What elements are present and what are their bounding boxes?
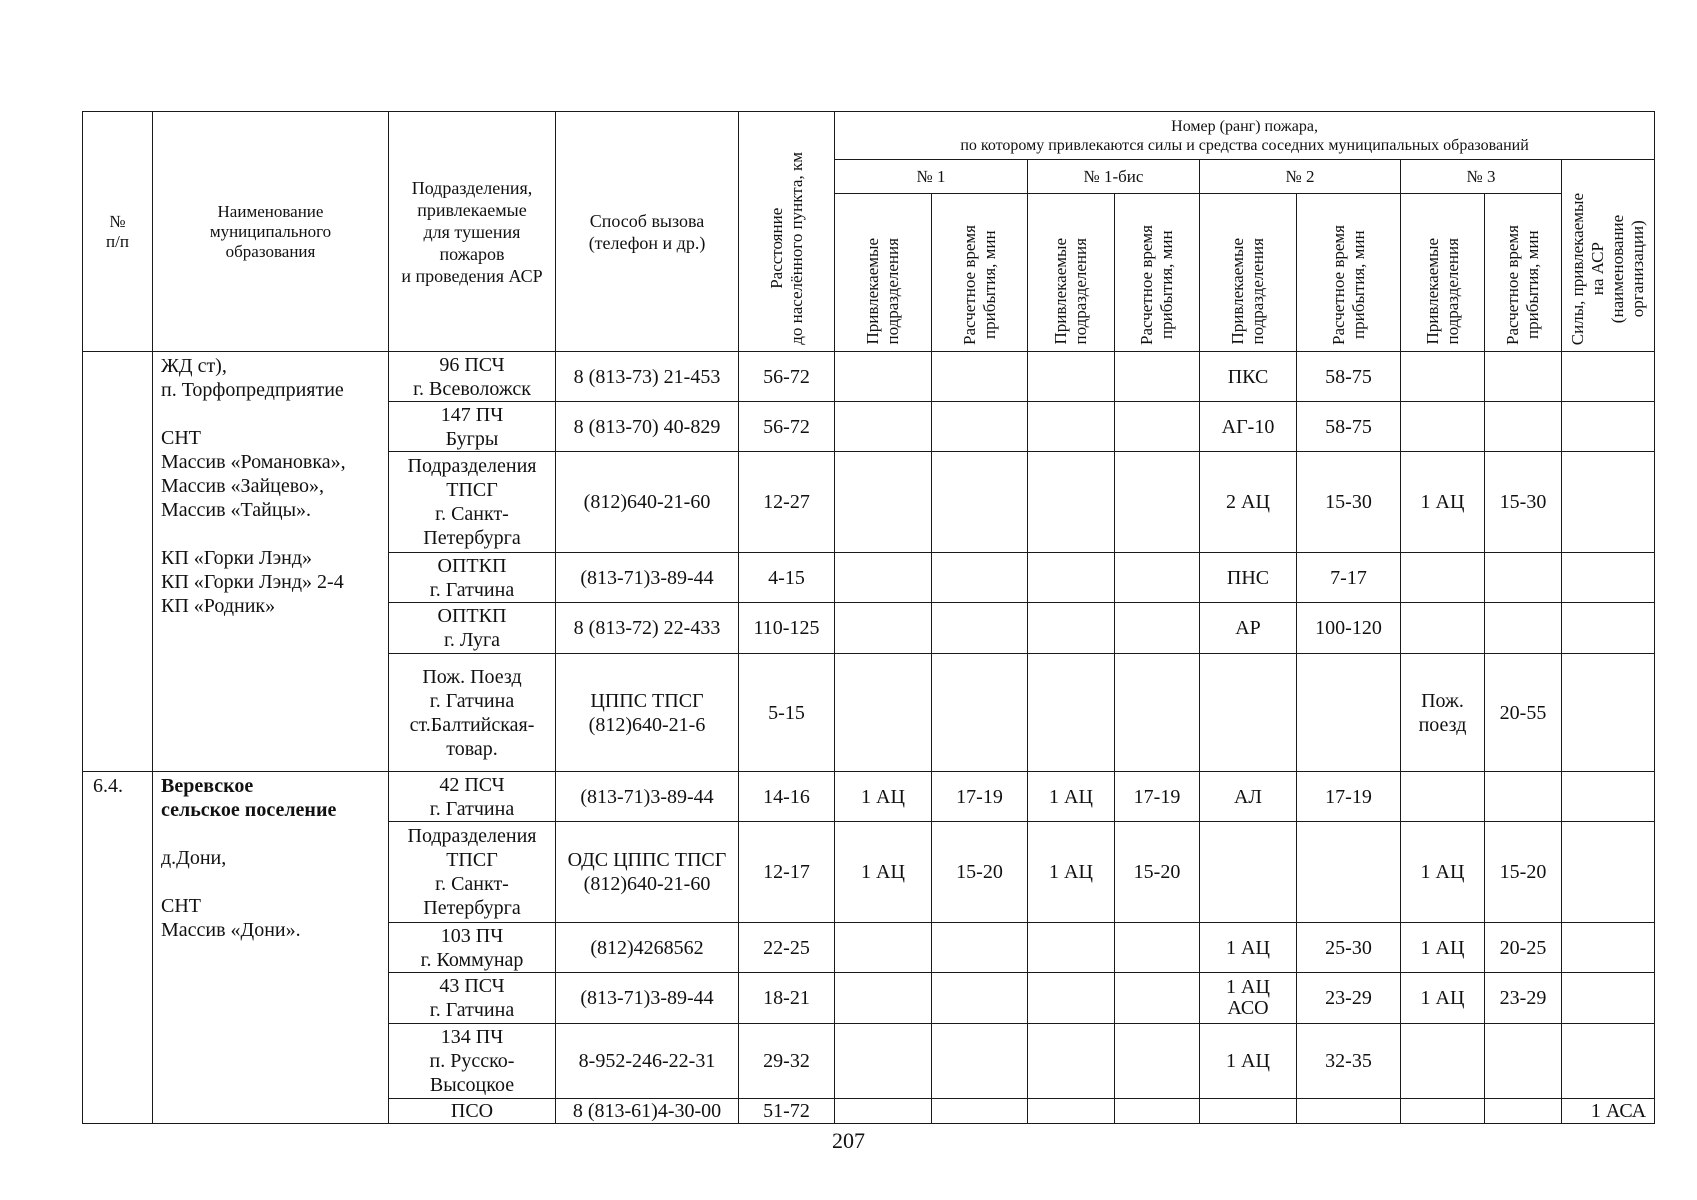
call-cell: 8 (813-72) 22-433	[556, 603, 739, 654]
r1-units-cell	[835, 1024, 932, 1099]
r1-time-cell	[932, 654, 1028, 772]
r1bis-units-cell	[1028, 1024, 1115, 1099]
r2-units-cell	[1200, 822, 1297, 923]
r3-time-cell: 23-29	[1485, 973, 1562, 1024]
r1-time-cell	[932, 973, 1028, 1024]
asr-cell	[1562, 973, 1655, 1024]
distance-cell: 12-17	[739, 822, 835, 923]
r3-units-cell: 1 АЦ	[1401, 822, 1485, 923]
asr-cell	[1562, 1024, 1655, 1099]
r1-units-cell	[835, 553, 932, 603]
r2-time-cell	[1297, 822, 1401, 923]
r1-time-cell	[932, 352, 1028, 402]
r3-time-cell	[1485, 1024, 1562, 1099]
r3-units-cell	[1401, 553, 1485, 603]
r1bis-units-cell	[1028, 553, 1115, 603]
table-row	[83, 772, 1655, 822]
asr-cell	[1562, 452, 1655, 553]
distance-cell: 5-15	[739, 654, 835, 772]
asr-cell	[1562, 603, 1655, 654]
header-r3-units: Привлекаемые подразделения	[1401, 194, 1485, 352]
r2-units-cell	[1200, 654, 1297, 772]
r2-time-cell: 17-19	[1297, 772, 1401, 822]
r1-time-cell	[932, 553, 1028, 603]
r2-time-cell: 58-75	[1297, 402, 1401, 452]
r1-units-cell: 1 АЦ	[835, 772, 932, 822]
r1-time-cell: 17-19	[932, 772, 1028, 822]
asr-cell	[1562, 654, 1655, 772]
r1-units-cell	[835, 402, 932, 452]
header-asr-forces: Силы, привлекаемые на АСР (наименование организации)	[1562, 160, 1655, 352]
r2-units-cell: 1 АЦ	[1200, 923, 1297, 973]
distance-cell: 56-72	[739, 352, 835, 402]
r1bis-units-cell	[1028, 402, 1115, 452]
r1bis-time-cell	[1115, 1099, 1200, 1124]
distance-cell: 4-15	[739, 553, 835, 603]
header-rank-2: № 2	[1200, 160, 1401, 194]
r2-time-cell: 58-75	[1297, 352, 1401, 402]
r2-time-cell: 32-35	[1297, 1024, 1401, 1099]
header-r1bis-units: Привлекаемые подразделения	[1028, 194, 1115, 352]
unit-cell: 147 ПЧ Бугры	[389, 402, 556, 452]
header-call-method: Способ вызова (телефон и др.)	[556, 112, 739, 352]
header-r3-time: Расчетное время прибытия, мин	[1485, 194, 1562, 352]
r1-time-cell	[932, 1024, 1028, 1099]
r2-units-cell: 2 АЦ	[1200, 452, 1297, 553]
r3-time-cell	[1485, 603, 1562, 654]
header-r1bis-time: Расчетное время прибытия, мин	[1115, 194, 1200, 352]
asr-cell	[1562, 553, 1655, 603]
header-rank-3: № 3	[1401, 160, 1562, 194]
r2-units-cell: АГ-10	[1200, 402, 1297, 452]
header-r1-time: Расчетное время прибытия, мин	[932, 194, 1028, 352]
call-cell: ЦППС ТПСГ (812)640-21-6	[556, 654, 739, 772]
call-cell: 8-952-246-22-31	[556, 1024, 739, 1099]
r2-units-cell: АР	[1200, 603, 1297, 654]
distance-cell: 18-21	[739, 973, 835, 1024]
header-r2-units: Привлекаемые подразделения	[1200, 194, 1297, 352]
r3-time-cell: 15-30	[1485, 452, 1562, 553]
r1bis-units-cell	[1028, 1099, 1115, 1124]
r1-time-cell	[932, 402, 1028, 452]
table-row	[83, 352, 1655, 402]
r1bis-units-cell: 1 АЦ	[1028, 772, 1115, 822]
r2-time-cell	[1297, 1099, 1401, 1124]
r1bis-time-cell	[1115, 352, 1200, 402]
r3-time-cell	[1485, 402, 1562, 452]
r1bis-units-cell: 1 АЦ	[1028, 822, 1115, 923]
unit-cell: ПСО	[389, 1099, 556, 1124]
r1bis-time-cell	[1115, 923, 1200, 973]
municipality-title: Веревское сельское поселение	[161, 775, 337, 821]
r1-units-cell	[835, 973, 932, 1024]
r2-units-cell: АЛ	[1200, 772, 1297, 822]
r1-time-cell	[932, 923, 1028, 973]
header-units: Подразделения, привлекаемые для тушения пожаров и проведения АСР	[389, 112, 556, 352]
header-rank-1: № 1	[835, 160, 1028, 194]
r3-units-cell	[1401, 1024, 1485, 1099]
header-name: Наименование муниципального образования	[153, 112, 389, 352]
r3-time-cell	[1485, 772, 1562, 822]
r1bis-time-cell: 17-19	[1115, 772, 1200, 822]
unit-cell: Подразделения ТПСГ г. Санкт- Петербурга	[389, 822, 556, 923]
r3-time-cell	[1485, 352, 1562, 402]
distance-cell: 29-32	[739, 1024, 835, 1099]
call-cell: ОДС ЦППС ТПСГ (812)640-21-60	[556, 822, 739, 923]
unit-cell: 134 ПЧ п. Русско- Высоцкое	[389, 1024, 556, 1099]
header-num: № п/п	[83, 112, 153, 352]
r1-units-cell: 1 АЦ	[835, 822, 932, 923]
call-cell: (812)4268562	[556, 923, 739, 973]
distance-cell: 51-72	[739, 1099, 835, 1124]
r3-time-cell: 15-20	[1485, 822, 1562, 923]
call-cell: 8 (813-73) 21-453	[556, 352, 739, 402]
r2-units-cell: 1 АЦ АСО	[1200, 973, 1297, 1024]
r1bis-time-cell	[1115, 553, 1200, 603]
header-rank-title: Номер (ранг) пожара, по которому привлекаются силы и средства соседних муниципальных образований	[835, 112, 1655, 160]
fire-forces-table	[82, 111, 1655, 1124]
distance-cell: 110-125	[739, 603, 835, 654]
r1-units-cell	[835, 603, 932, 654]
municipality-name	[153, 772, 389, 1124]
r1bis-time-cell	[1115, 654, 1200, 772]
call-cell: (813-71)3-89-44	[556, 973, 739, 1024]
r1bis-units-cell	[1028, 654, 1115, 772]
r2-units-cell: ПНС	[1200, 553, 1297, 603]
asr-cell	[1562, 822, 1655, 923]
unit-cell: ОПТКП г. Луга	[389, 603, 556, 654]
call-cell: (813-71)3-89-44	[556, 553, 739, 603]
distance-cell: 22-25	[739, 923, 835, 973]
unit-cell: 103 ПЧ г. Коммунар	[389, 923, 556, 973]
r1-time-cell: 15-20	[932, 822, 1028, 923]
r2-time-cell: 15-30	[1297, 452, 1401, 553]
r3-units-cell	[1401, 402, 1485, 452]
r1bis-time-cell	[1115, 402, 1200, 452]
r3-units-cell: 1 АЦ	[1401, 973, 1485, 1024]
distance-cell: 14-16	[739, 772, 835, 822]
r2-time-cell: 7-17	[1297, 553, 1401, 603]
r1bis-units-cell	[1028, 923, 1115, 973]
unit-cell: Подразделения ТПСГ г. Санкт- Петербурга	[389, 452, 556, 553]
municipality-settlements: д.Дони, СНТ Массив «Дони».	[161, 847, 301, 941]
r1bis-time-cell	[1115, 1024, 1200, 1099]
unit-cell: ОПТКП г. Гатчина	[389, 553, 556, 603]
r2-time-cell: 100-120	[1297, 603, 1401, 654]
r2-units-cell	[1200, 1099, 1297, 1124]
header-r1-units: Привлекаемые подразделения	[835, 194, 932, 352]
r3-units-cell	[1401, 772, 1485, 822]
call-cell: 8 (813-61)4-30-00	[556, 1099, 739, 1124]
r1-time-cell	[932, 603, 1028, 654]
header-distance: Расстояние до населённого пункта, км	[739, 112, 835, 352]
unit-cell: 42 ПСЧ г. Гатчина	[389, 772, 556, 822]
r1bis-units-cell	[1028, 452, 1115, 553]
row-num	[83, 352, 153, 772]
unit-cell: 43 ПСЧ г. Гатчина	[389, 973, 556, 1024]
unit-cell: Пож. Поезд г. Гатчина ст.Балтийская- товар.	[389, 654, 556, 772]
r1-time-cell	[932, 1099, 1028, 1124]
r1-units-cell	[835, 452, 932, 553]
asr-cell	[1562, 402, 1655, 452]
distance-cell: 12-27	[739, 452, 835, 553]
header-rank-1bis: № 1-бис	[1028, 160, 1200, 194]
r1bis-time-cell: 15-20	[1115, 822, 1200, 923]
r3-units-cell: Пож. поезд	[1401, 654, 1485, 772]
r1bis-time-cell	[1115, 973, 1200, 1024]
r3-time-cell	[1485, 553, 1562, 603]
r2-time-cell: 23-29	[1297, 973, 1401, 1024]
r2-units-cell: 1 АЦ	[1200, 1024, 1297, 1099]
unit-cell: 96 ПСЧ г. Всеволожск	[389, 352, 556, 402]
r1-time-cell	[932, 452, 1028, 553]
r2-units-cell: ПКС	[1200, 352, 1297, 402]
r2-time-cell: 25-30	[1297, 923, 1401, 973]
municipality-name: ЖД ст), п. Торфопредприятие СНТ Массив «Романовка», Массив «Зайцево», Массив «Тайцы». КП «Горки Лэнд» КП «Горки Лэнд» 2-4 КП «Родник»	[153, 352, 389, 772]
asr-cell	[1562, 352, 1655, 402]
distance-cell: 56-72	[739, 402, 835, 452]
page-number: 207	[832, 1128, 865, 1153]
r1bis-units-cell	[1028, 352, 1115, 402]
r1-units-cell	[835, 654, 932, 772]
r3-units-cell: 1 АЦ	[1401, 452, 1485, 553]
r3-time-cell	[1485, 1099, 1562, 1124]
r1bis-units-cell	[1028, 603, 1115, 654]
r3-time-cell: 20-25	[1485, 923, 1562, 973]
asr-cell	[1562, 772, 1655, 822]
asr-cell	[1562, 923, 1655, 973]
call-cell: (813-71)3-89-44	[556, 772, 739, 822]
r2-time-cell	[1297, 654, 1401, 772]
r1-units-cell	[835, 352, 932, 402]
r3-units-cell: 1 АЦ	[1401, 923, 1485, 973]
call-cell: 8 (813-70) 40-829	[556, 402, 739, 452]
r1-units-cell	[835, 1099, 932, 1124]
r1bis-time-cell	[1115, 603, 1200, 654]
r3-units-cell	[1401, 603, 1485, 654]
row-num: 6.4.	[83, 772, 153, 1124]
r3-time-cell: 20-55	[1485, 654, 1562, 772]
r1bis-units-cell	[1028, 973, 1115, 1024]
r1-units-cell	[835, 923, 932, 973]
r3-units-cell	[1401, 1099, 1485, 1124]
call-cell: (812)640-21-60	[556, 452, 739, 553]
asr-cell: 1 АСА	[1562, 1099, 1655, 1124]
r1bis-time-cell	[1115, 452, 1200, 553]
header-r2-time: Расчетное время прибытия, мин	[1297, 194, 1401, 352]
r3-units-cell	[1401, 352, 1485, 402]
